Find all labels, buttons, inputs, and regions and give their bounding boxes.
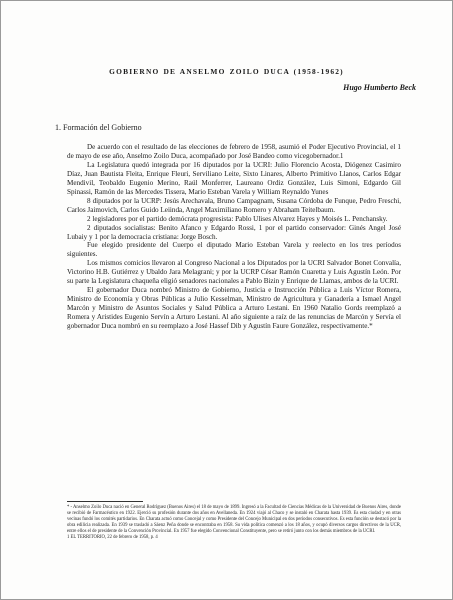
document-title: GOBIERNO DE ANSELMO ZOILO DUCA (1958-1962) xyxy=(109,67,344,76)
author-name: Hugo Humberto Beck xyxy=(343,83,416,92)
footnote-divider xyxy=(67,501,143,502)
body-text xyxy=(67,143,401,331)
footnote: 1 EL TERRITORIO, 22 de febrero de 1958, p. 4 xyxy=(67,535,158,541)
footnotes xyxy=(67,505,401,542)
footnote: * - Anselmo Zoilo Duca nació en General Rodríguez (Buenos Aires) el 18 de mayo de 1899. Ingresó a la Facultad de Ciencias Médicas de la Universidad de Buenos Aires, donde se recibió de Farmacéutico en 1922. Ejerció su profesión durante dos años en Avellaneda. En 1924 viajó al Chaco y se instaló en Charata hasta 1939. Es esta ciudad y en otras vecinas fundó los comités partidarios. En Charata actuó como Concejal y como Presidente del Concejo Municipal en dos períodos consecutivos. Es esta función se destacó por la obra edilicia realizada. En 1939 se trasladó a Sáenz Peña donde se encontraba en 1958. Su vida política comenzó a los 18 años, y ocupó diversos cargos directivos de la UCR, entre ellos el de presidente de la Convención Provincial. En 1957 fue elegido Convencional Constituyente, pero se retiró junto con los demás miembros de la UCRI. xyxy=(67,505,401,535)
paragraph: Fue elegido presidente del Cuerpo el diputado Mario Esteban Varela y reelecto en los tres períodos siguientes. xyxy=(67,241,401,259)
paragraph: De acuerdo con el resultado de las elecciones de febrero de 1958, asumió el Poder Ejecutivo Provincial, el 1 de mayo de ese año, Anselmo Zoilo Duca, acompañado por José Bandeo como vicegobernador.1 xyxy=(67,143,401,160)
paragraph: El gobernador Duca nombró Ministro de Gobierno, Justicia e Instrucción Pública a Luis Víctor Romera, Ministro de Economía y Obras Públicas a Julio Kesselman, Ministro de Agricultura y Ganadería a Ismael Angel Marcón y Ministro de Asuntos Sociales y Salud Pública a Arturo Lestani. En 1960 Natalio Gords reemplazó a Romera y Aristides Eugenio Servín a Arturo Lestani. Al año siguiente a raíz de las renuncias de Marcón y Servía el gobernador Duca nombró en su reemplazo a José Hassef Dib y Agustín Faure González, respectivamente.* xyxy=(67,286,401,331)
paragraph: La Legislatura quedó integrada por 16 diputados por la UCRI: Julio Florencio Acosta, Diógenez Casimiro Díaz, Juan Bautista Fleita, Enrique Fleuri, Serviliano Leite, Sixto Linares, Alberto Primitivo Llanos, Carlos Edgar Mendivil, Teobaldo Eugenio Merino, Raúl Monferrer, Laureano Ordiz González, Luis Simoni, Edgardo Gil Spinassi, Ramón de las Mercedes Tissera, Mario Esteban Varela y William Reynaldo Yunes xyxy=(67,160,401,196)
paragraph: Los mismos comicios llevaron al Congreso Nacional a los Diputados por la UCRI Salvador Bonet Convalía, Victorino H.B. Gutiérrez y Ubaldo Jara Melagrani; y por la UCRP César Ramón Cuaretta y Luis Agustín León. Por su parte la Legislatura chaqueña eligió senadores nacionales a Pablo Bizin y Enrique de Llamas, ambos de la UCRI. xyxy=(67,259,401,286)
paragraph: 8 diputados por la UCRP: Jesús Arechavala, Bruno Campagnam, Susana Córdoba de Funque, Pedro Freschi, Carlos Jaimovich, Carlos Guido Leiinda, Angel Maximiliano Romero y Abraham Teitelbaum. xyxy=(67,196,401,214)
paragraph: 2 diputados socialistas: Benito Afanco y Edgardo Rossi, 1 por el partido conservador: Ginés Angel José Lubaiy y 1 por la democracia cristiana: Jorge Bosch. xyxy=(67,223,401,241)
paragraph: 2 legisladores por el partido demócrata progresista: Pablo Ulises Alvarez Hayes y Moisés L. Penchansky. xyxy=(87,214,388,223)
section-heading: 1. Formación del Gobierno xyxy=(55,123,142,132)
